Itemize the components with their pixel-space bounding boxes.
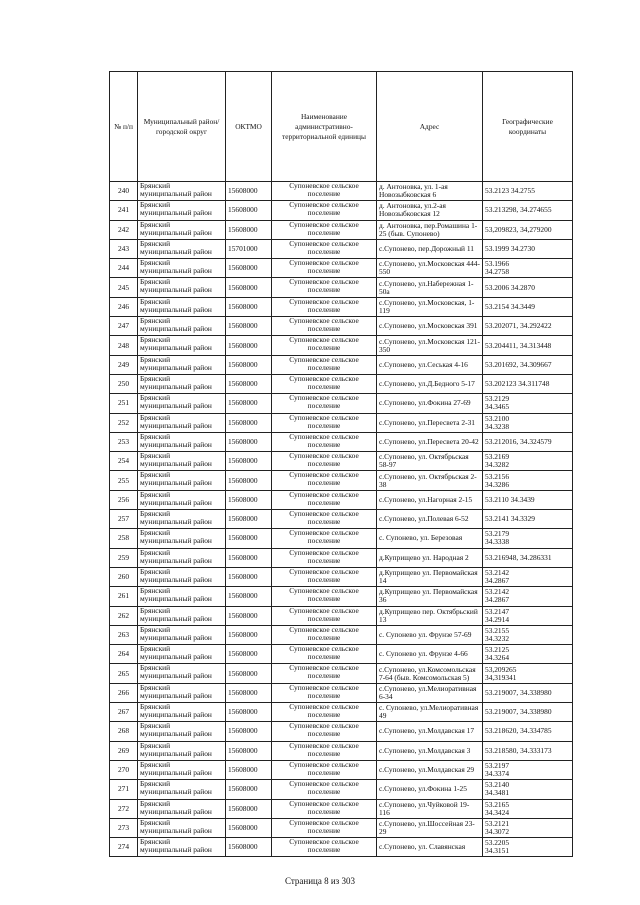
row-territory: Супоневское сельское поселение: [272, 703, 377, 722]
row-district: Брянский муниципальный район: [138, 490, 226, 509]
row-coordinates: 53.204411, 34.313448: [483, 336, 573, 355]
row-number: 267: [110, 703, 138, 722]
row-territory: Супоневское сельское поселение: [272, 683, 377, 702]
table-row: [110, 432, 573, 451]
row-address: с.Супонево, ул.Пересвета 20-42: [377, 432, 483, 451]
row-coordinates: 53.218620, 34.334785: [483, 722, 573, 741]
row-address: с.Супонево, ул.Полевая 6-52: [377, 510, 483, 529]
row-oktmo: 15608000: [226, 374, 272, 393]
row-address: с.Супонево, ул.Московская 391: [377, 317, 483, 336]
row-address: д. Антоновка, пер.Ромашина 1-25 (быв. Супонево): [377, 220, 483, 239]
row-territory: Супоневское сельское поселение: [272, 818, 377, 837]
row-district: Брянский муниципальный район: [138, 432, 226, 451]
row-territory: Супоневское сельское поселение: [272, 374, 377, 393]
row-oktmo: 15701000: [226, 239, 272, 258]
row-district: Брянский муниципальный район: [138, 317, 226, 336]
row-number: 252: [110, 413, 138, 432]
row-oktmo: 15608000: [226, 799, 272, 818]
row-district: Брянский муниципальный район: [138, 413, 226, 432]
row-address: с.Супонево, ул. Октябрьская 2-38: [377, 471, 483, 490]
row-address: с.Супонево, ул.Молдавская 3: [377, 741, 483, 760]
row-oktmo: 15608000: [226, 220, 272, 239]
table-row: [110, 838, 573, 857]
row-district: Брянский муниципальный район: [138, 239, 226, 258]
row-coordinates: 53.218580, 34.333173: [483, 741, 573, 760]
row-district: Брянский муниципальный район: [138, 548, 226, 567]
row-coordinates: 53.2142 34.2867: [483, 587, 573, 606]
row-district: Брянский муниципальный район: [138, 818, 226, 837]
row-address: д. Антоновка, ул.2-ая Новозыбковская 12: [377, 201, 483, 220]
row-coordinates: 53.2140 34.3481: [483, 780, 573, 799]
row-territory: Супоневское сельское поселение: [272, 471, 377, 490]
row-address: с.Супонево, ул.Московская, 1-119: [377, 297, 483, 316]
row-district: Брянский муниципальный район: [138, 664, 226, 683]
row-oktmo: 15608000: [226, 567, 272, 586]
row-territory: Супоневское сельское поселение: [272, 259, 377, 278]
row-territory: Супоневское сельское поселение: [272, 278, 377, 297]
row-oktmo: 15608000: [226, 278, 272, 297]
row-number: 242: [110, 220, 138, 239]
row-number: 265: [110, 664, 138, 683]
table-row: [110, 201, 573, 220]
row-coordinates: 53.2156 34.3286: [483, 471, 573, 490]
row-territory: Супоневское сельское поселение: [272, 799, 377, 818]
row-oktmo: 15608000: [226, 838, 272, 857]
row-oktmo: 15608000: [226, 625, 272, 644]
table-row: [110, 645, 573, 664]
row-number: 257: [110, 510, 138, 529]
row-address: с. Супонево, ул.Мелиоративная 49: [377, 703, 483, 722]
row-district: Брянский муниципальный район: [138, 838, 226, 857]
row-territory: Супоневское сельское поселение: [272, 413, 377, 432]
row-territory: Супоневское сельское поселение: [272, 394, 377, 413]
row-oktmo: 15608000: [226, 818, 272, 837]
row-territory: Супоневское сельское поселение: [272, 548, 377, 567]
table-row: [110, 741, 573, 760]
row-coordinates: 53.2205 34.3151: [483, 838, 573, 857]
row-number: 241: [110, 201, 138, 220]
row-address: с.Супонево, ул.Шоссейная 23-29: [377, 818, 483, 837]
row-oktmo: 15608000: [226, 703, 272, 722]
row-address: с. Супонево ул. Фрунзе 4-66: [377, 645, 483, 664]
row-coordinates: 53.216948, 34.286331: [483, 548, 573, 567]
row-address: с.Супонево, ул.Фокина 1-25: [377, 780, 483, 799]
row-oktmo: 15608000: [226, 394, 272, 413]
row-address: с.Супонево, ул.Чуйковой 19-116: [377, 799, 483, 818]
table-row: [110, 374, 573, 393]
row-oktmo: 15608000: [226, 432, 272, 451]
row-address: д.Куприщево ул. Народная 2: [377, 548, 483, 567]
table-row: [110, 818, 573, 837]
row-number: 263: [110, 625, 138, 644]
row-oktmo: 15608000: [226, 336, 272, 355]
row-district: Брянский муниципальный район: [138, 567, 226, 586]
table-row: [110, 259, 573, 278]
row-territory: Супоневское сельское поселение: [272, 606, 377, 625]
row-district: Брянский муниципальный район: [138, 374, 226, 393]
row-oktmo: 15608000: [226, 201, 272, 220]
row-coordinates: 53.2165 34.3424: [483, 799, 573, 818]
row-number: 245: [110, 278, 138, 297]
row-address: д.Куприщево ул. Первомайская 36: [377, 587, 483, 606]
row-coordinates: 53.201692, 34.309667: [483, 355, 573, 374]
row-number: 249: [110, 355, 138, 374]
row-coordinates: 53.2141 34.3329: [483, 510, 573, 529]
row-address: с.Супонево, ул.Пересвета 2-31: [377, 413, 483, 432]
table-row: [110, 548, 573, 567]
row-address: с.Супонево, ул.Комсомольская 7-64 (быв. Комсомольская 5): [377, 664, 483, 683]
table-row: [110, 760, 573, 779]
row-coordinates: 53,209823, 34,279200: [483, 220, 573, 239]
row-territory: Супоневское сельское поселение: [272, 722, 377, 741]
row-coordinates: 53.2154 34.3449: [483, 297, 573, 316]
table-row: [110, 606, 573, 625]
table-row: [110, 394, 573, 413]
header-num: № п/п: [110, 72, 138, 182]
table-row: [110, 220, 573, 239]
row-address: с.Супонево, ул.Д.Бедного 5-17: [377, 374, 483, 393]
row-territory: Супоневское сельское поселение: [272, 220, 377, 239]
row-number: 272: [110, 799, 138, 818]
table-row: [110, 239, 573, 258]
row-address: с.Супонево, ул.Молдавская 29: [377, 760, 483, 779]
row-coordinates: 53.2169 34.3282: [483, 452, 573, 471]
table-row: [110, 683, 573, 702]
row-district: Брянский муниципальный район: [138, 297, 226, 316]
header-territory: Наименование административно-территориальной единицы: [272, 72, 377, 182]
row-territory: Супоневское сельское поселение: [272, 297, 377, 316]
row-address: с.Супонево, ул.Набережная 1-50а: [377, 278, 483, 297]
table-row: [110, 317, 573, 336]
row-coordinates: 53.2123 34.2755: [483, 182, 573, 201]
row-oktmo: 15608000: [226, 587, 272, 606]
row-coordinates: 53.2142 34.2867: [483, 567, 573, 586]
row-number: 251: [110, 394, 138, 413]
row-oktmo: 15608000: [226, 413, 272, 432]
row-district: Брянский муниципальный район: [138, 625, 226, 644]
header-geo: Географические координаты: [483, 72, 573, 182]
row-district: Брянский муниципальный район: [138, 645, 226, 664]
row-district: Брянский муниципальный район: [138, 780, 226, 799]
row-district: Брянский муниципальный район: [138, 799, 226, 818]
table-body: [110, 182, 573, 857]
row-territory: Супоневское сельское поселение: [272, 664, 377, 683]
row-territory: Супоневское сельское поселение: [272, 317, 377, 336]
row-district: Брянский муниципальный район: [138, 760, 226, 779]
table-row: [110, 355, 573, 374]
row-district: Брянский муниципальный район: [138, 510, 226, 529]
row-territory: Супоневское сельское поселение: [272, 239, 377, 258]
row-district: Брянский муниципальный район: [138, 741, 226, 760]
row-district: Брянский муниципальный район: [138, 683, 226, 702]
row-coordinates: 53.2155 34.3232: [483, 625, 573, 644]
row-territory: Супоневское сельское поселение: [272, 529, 377, 548]
row-address: с.Супонево, ул.Нагорная 2-15: [377, 490, 483, 509]
row-address: с.Супонево, ул.Московская 444-550: [377, 259, 483, 278]
row-oktmo: 15608000: [226, 510, 272, 529]
table-row: [110, 510, 573, 529]
row-territory: Супоневское сельское поселение: [272, 587, 377, 606]
row-oktmo: 15608000: [226, 471, 272, 490]
row-number: 266: [110, 683, 138, 702]
row-district: Брянский муниципальный район: [138, 394, 226, 413]
row-address: с.Супонево, ул.Мелиоративная 6-34: [377, 683, 483, 702]
row-district: Брянский муниципальный район: [138, 703, 226, 722]
row-address: с. Супонево ул. Фрунзе 57-69: [377, 625, 483, 644]
row-coordinates: 53.2125 34.3264: [483, 645, 573, 664]
row-number: 244: [110, 259, 138, 278]
row-oktmo: 15608000: [226, 683, 272, 702]
row-district: Брянский муниципальный район: [138, 452, 226, 471]
table-row: [110, 567, 573, 586]
table-row: [110, 182, 573, 201]
row-number: 268: [110, 722, 138, 741]
row-territory: Супоневское сельское поселение: [272, 336, 377, 355]
row-territory: Супоневское сельское поселение: [272, 452, 377, 471]
row-coordinates: 53.2197 34.3374: [483, 760, 573, 779]
row-district: Брянский муниципальный район: [138, 201, 226, 220]
row-number: 261: [110, 587, 138, 606]
page-footer: Страница 8 из 303: [285, 876, 355, 886]
row-oktmo: 15608000: [226, 741, 272, 760]
row-address: д.Куприщево ул. Первомайская 14: [377, 567, 483, 586]
row-territory: Супоневское сельское поселение: [272, 355, 377, 374]
row-address: с.Супонево, ул.Молдавская 17: [377, 722, 483, 741]
row-number: 247: [110, 317, 138, 336]
row-district: Брянский муниципальный район: [138, 336, 226, 355]
header-address: Адрес: [377, 72, 483, 182]
row-district: Брянский муниципальный район: [138, 529, 226, 548]
table-row: [110, 664, 573, 683]
row-coordinates: 53.202123 34.311748: [483, 374, 573, 393]
row-coordinates: 53.2179 34.3338: [483, 529, 573, 548]
row-territory: Супоневское сельское поселение: [272, 741, 377, 760]
row-coordinates: 53.2100 34.3238: [483, 413, 573, 432]
row-oktmo: 15608000: [226, 452, 272, 471]
row-territory: Супоневское сельское поселение: [272, 182, 377, 201]
row-coordinates: 53.2121 34.3072: [483, 818, 573, 837]
row-coordinates: 53.213298, 34.274655: [483, 201, 573, 220]
row-oktmo: 15608000: [226, 490, 272, 509]
row-address: д.Куприщево пер. Октябрьский 13: [377, 606, 483, 625]
row-territory: Супоневское сельское поселение: [272, 625, 377, 644]
row-coordinates: 53.2147 34.2914: [483, 606, 573, 625]
table-row: [110, 297, 573, 316]
table-row: [110, 529, 573, 548]
row-number: 253: [110, 432, 138, 451]
row-number: 273: [110, 818, 138, 837]
row-number: 264: [110, 645, 138, 664]
row-address: с.Супонево, ул. Славянская: [377, 838, 483, 857]
table-row: [110, 625, 573, 644]
row-address: с.Супонево, ул.Фокина 27-69: [377, 394, 483, 413]
row-oktmo: 15608000: [226, 645, 272, 664]
row-territory: Супоневское сельское поселение: [272, 780, 377, 799]
row-oktmo: 15608000: [226, 297, 272, 316]
row-territory: Супоневское сельское поселение: [272, 567, 377, 586]
row-territory: Супоневское сельское поселение: [272, 760, 377, 779]
row-number: 260: [110, 567, 138, 586]
table-row: [110, 413, 573, 432]
row-oktmo: 15608000: [226, 355, 272, 374]
row-number: 246: [110, 297, 138, 316]
row-oktmo: 15608000: [226, 664, 272, 683]
row-address: с. Супонево, ул. Березовая: [377, 529, 483, 548]
row-coordinates: 53.202071, 34.292422: [483, 317, 573, 336]
row-oktmo: 15608000: [226, 722, 272, 741]
row-oktmo: 15608000: [226, 529, 272, 548]
row-oktmo: 15608000: [226, 548, 272, 567]
row-oktmo: 15608000: [226, 606, 272, 625]
row-number: 248: [110, 336, 138, 355]
row-territory: Супоневское сельское поселение: [272, 645, 377, 664]
table-row: [110, 278, 573, 297]
address-register-table: [109, 71, 573, 857]
row-coordinates: 53.2110 34.3439: [483, 490, 573, 509]
row-district: Брянский муниципальный район: [138, 182, 226, 201]
row-district: Брянский муниципальный район: [138, 606, 226, 625]
table-header-row: [110, 72, 573, 182]
row-number: 243: [110, 239, 138, 258]
row-number: 254: [110, 452, 138, 471]
row-territory: Супоневское сельское поселение: [272, 838, 377, 857]
row-district: Брянский муниципальный район: [138, 259, 226, 278]
row-oktmo: 15608000: [226, 780, 272, 799]
row-coordinates: 53.1966 34.2758: [483, 259, 573, 278]
row-number: 240: [110, 182, 138, 201]
row-territory: Супоневское сельское поселение: [272, 201, 377, 220]
row-address: д. Антоновка, ул. 1-ая Новозыбковская 6: [377, 182, 483, 201]
row-territory: Супоневское сельское поселение: [272, 432, 377, 451]
row-number: 258: [110, 529, 138, 548]
table-row: [110, 799, 573, 818]
row-district: Брянский муниципальный район: [138, 722, 226, 741]
row-number: 250: [110, 374, 138, 393]
row-number: 274: [110, 838, 138, 857]
row-number: 270: [110, 760, 138, 779]
row-coordinates: 53.1999 34.2730: [483, 239, 573, 258]
row-coordinates: 53.212016, 34.324579: [483, 432, 573, 451]
table-row: [110, 587, 573, 606]
row-address: с.Супонево, ул. Октябрьская 58-97: [377, 452, 483, 471]
row-number: 259: [110, 548, 138, 567]
row-territory: Супоневское сельское поселение: [272, 510, 377, 529]
row-district: Брянский муниципальный район: [138, 355, 226, 374]
row-number: 256: [110, 490, 138, 509]
table-row: [110, 336, 573, 355]
row-district: Брянский муниципальный район: [138, 220, 226, 239]
row-address: с.Супонево, ул.Сеськая 4-16: [377, 355, 483, 374]
table-row: [110, 452, 573, 471]
row-number: 255: [110, 471, 138, 490]
row-coordinates: 53.219007, 34.338980: [483, 703, 573, 722]
row-number: 269: [110, 741, 138, 760]
table-row: [110, 722, 573, 741]
row-address: с.Супонево, ул.Московская 121-350: [377, 336, 483, 355]
row-coordinates: 53,209265 34,319341: [483, 664, 573, 683]
row-coordinates: 53.2006 34.2870: [483, 278, 573, 297]
row-district: Брянский муниципальный район: [138, 278, 226, 297]
row-oktmo: 15608000: [226, 259, 272, 278]
row-territory: Супоневское сельское поселение: [272, 490, 377, 509]
header-oktmo: ОКТМО: [226, 72, 272, 182]
row-oktmo: 15608000: [226, 760, 272, 779]
row-address: с.Супонево, пер.Дорожный 11: [377, 239, 483, 258]
row-number: 262: [110, 606, 138, 625]
table-row: [110, 703, 573, 722]
table-row: [110, 471, 573, 490]
row-coordinates: 53.2129 34.3465: [483, 394, 573, 413]
table-row: [110, 490, 573, 509]
row-district: Брянский муниципальный район: [138, 587, 226, 606]
header-district: Муниципальный район/городской округ: [138, 72, 226, 182]
row-district: Брянский муниципальный район: [138, 471, 226, 490]
row-oktmo: 15608000: [226, 182, 272, 201]
table-row: [110, 780, 573, 799]
row-number: 271: [110, 780, 138, 799]
row-coordinates: 53.219007, 34.338980: [483, 683, 573, 702]
row-oktmo: 15608000: [226, 317, 272, 336]
